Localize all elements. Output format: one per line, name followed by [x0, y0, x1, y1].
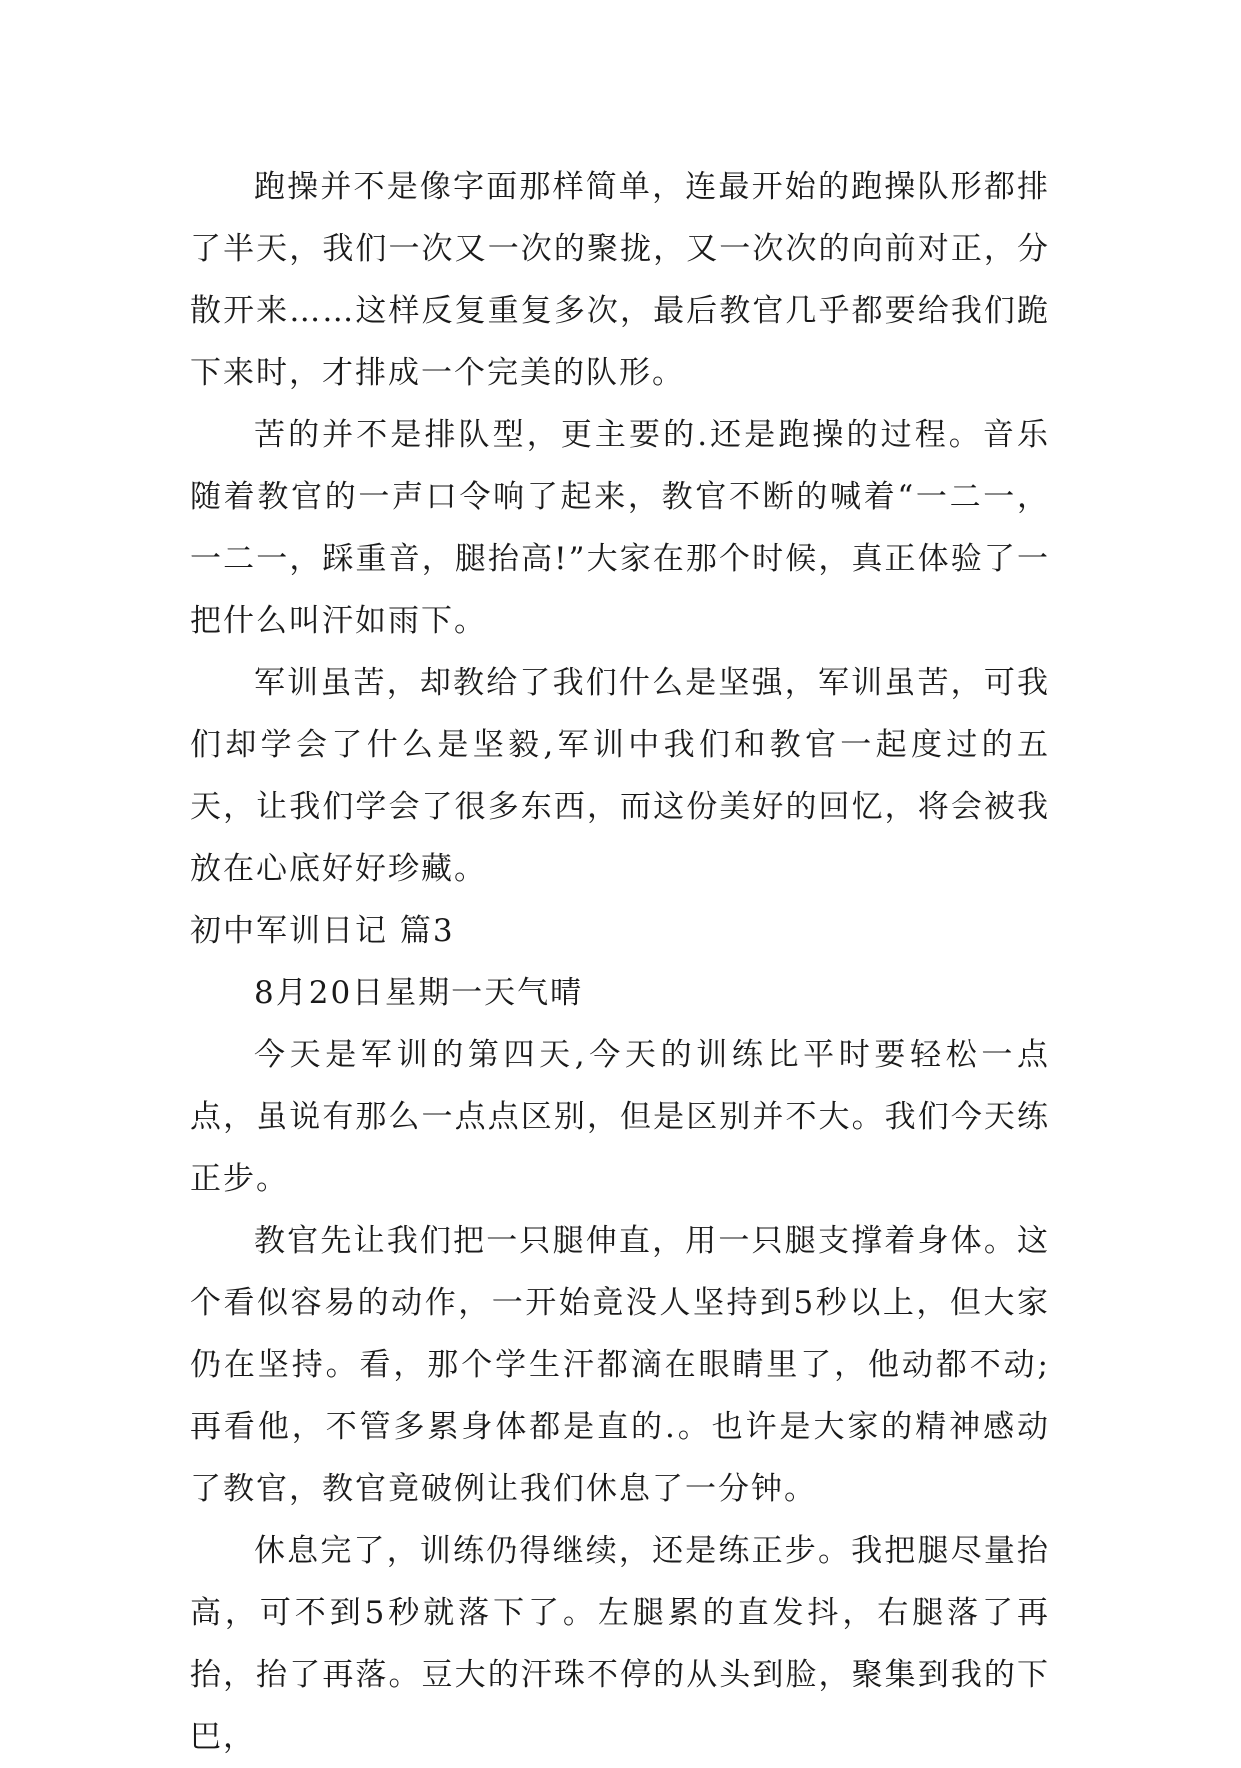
- body-paragraph: 教官先让我们把一只腿伸直，用一只腿支撑着身体。这个看似容易的动作，一开始竟没人坚持到5秒以上，但大家仍在坚持。看，那个学生汗都滴在眼睛里了，他动都不动;再看他，不管多累身体都是直的.。也许是大家的精神感动了教官，教官竟破例让我们休息了一分钟。: [190, 1223, 1050, 1507]
- diary-dateline: 8月20日星期一天气晴: [254, 975, 584, 1011]
- body-paragraph: 休息完了，训练仍得继续，还是练正步。我把腿尽量抬高，可不到5秒就落下了。左腿累的直发抖，右腿落了再抬，抬了再落。豆大的汗珠不停的从头到脸，聚集到我的下巴，: [190, 1533, 1050, 1755]
- body-paragraph: 跑操并不是像字面那样简单，连最开始的跑操队形都排了半天，我们一次又一次的聚拢，又一次次的向前对正，分散开来……这样反复重复多次，最后教官几乎都要给我们跪下来时，才排成一个完美的队形。: [190, 169, 1050, 391]
- body-paragraph: 苦的并不是排队型，更主要的.还是跑操的过程。音乐随着教官的一声口令响了起来，教官不断的喊着“一二一，一二一，踩重音，腿抬高!”大家在那个时候，真正体验了一把什么叫汗如雨下。: [190, 417, 1050, 639]
- document-page: [190, 156, 1050, 1768]
- body-paragraph: 今天是军训的第四天,今天的训练比平时要轻松一点点，虽说有那么一点点区别，但是区别并不大。我们今天练正步。: [190, 1037, 1050, 1197]
- body-paragraph: 军训虽苦，却教给了我们什么是坚强，军训虽苦，可我们却学会了什么是坚毅,军训中我们和教官一起度过的五天，让我们学会了很多东西，而这份美好的回忆，将会被我放在心底好好珍藏。: [190, 665, 1050, 887]
- section-heading: 初中军训日记 篇3: [190, 913, 455, 949]
